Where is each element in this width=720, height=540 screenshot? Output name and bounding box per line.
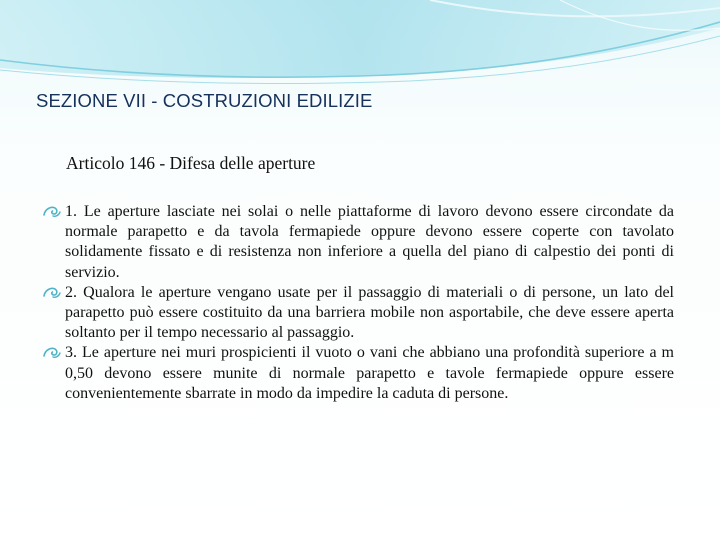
paragraph-text: 2. Qualora le aperture vengano usate per il passaggio di materiali o di persone, un lato del parapetto può essere costituito da una barriera mobile non asportabile, che deve essere aperta soltanto per il tempo necessario al passaggio. (65, 283, 674, 342)
article-heading: Articolo 146 - Difesa delle aperture (66, 153, 316, 173)
paragraph-text: 1. Le aperture lasciate nei solai o nelle piattaforme di lavoro devono essere circondate da normale parapetto e da tavola fermapiede oppure devono essere coperte con tavolato solidamente fissato e di resistenza non inferiore a quella del piano di calpestio dei ponti di servizio. (65, 203, 674, 281)
curl-bullet-icon (42, 203, 62, 221)
slide-title: SEZIONE VII - COSTRUZIONI EDILIZIE (36, 90, 373, 111)
curl-bullet-icon (42, 284, 62, 302)
paragraph-1 (42, 202, 674, 283)
curl-bullet-icon (42, 344, 62, 362)
header-wave-decoration (0, 0, 720, 90)
article-body (42, 202, 674, 404)
paragraph-3 (42, 343, 674, 404)
paragraph-2 (42, 283, 674, 344)
paragraph-text: 3. Le aperture nei muri prospicienti il vuoto o vani che abbiano una profondità superiore a m 0,50 devono essere munite di normale parapetto e tavole fermapiede oppure essere convenientemente sbarrate in modo da impedire la caduta di persone. (65, 344, 674, 402)
